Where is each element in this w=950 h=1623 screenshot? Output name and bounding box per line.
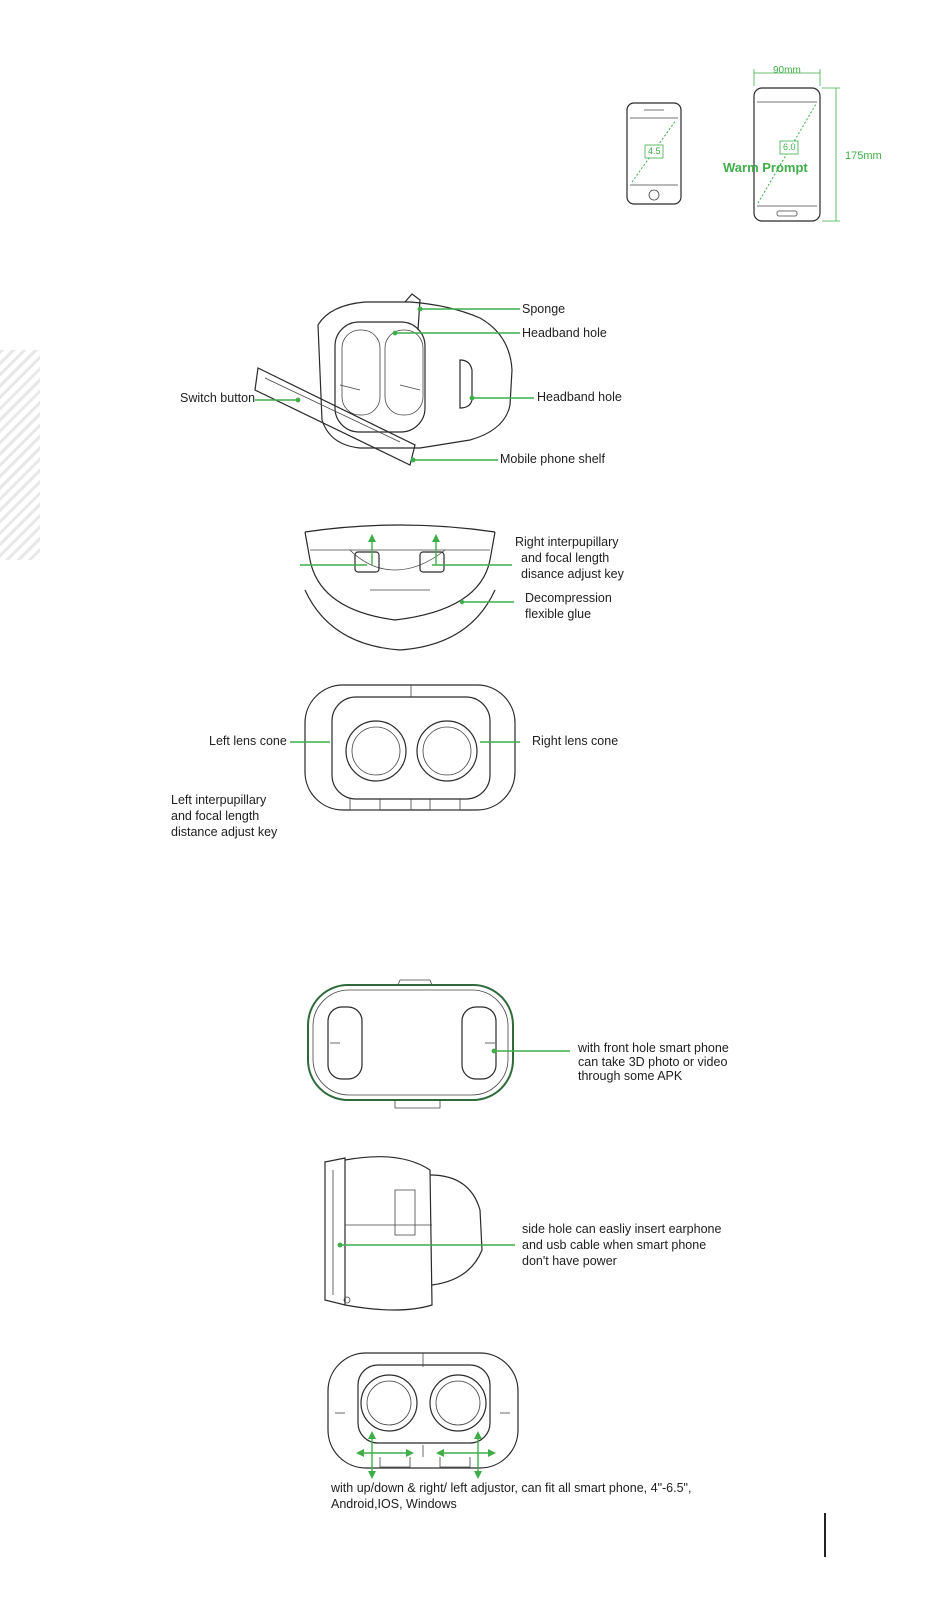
small-phone-size: 4.5 xyxy=(648,146,661,156)
label-decompression-1: Decompression xyxy=(525,591,612,605)
label-side-hole-2: and usb cable when smart phone xyxy=(522,1238,707,1252)
page-marker-rule xyxy=(824,1513,826,1557)
label-headband-hole-top: Headband hole xyxy=(522,326,607,340)
label-left-ipd-1: Left interpupillary xyxy=(171,793,267,807)
headset-front-view-illustration xyxy=(0,975,950,1115)
label-switch-button: Switch button xyxy=(180,391,256,405)
width-dimension: 90mm xyxy=(773,65,801,76)
label-adjustor-2: Android,IOS, Windows xyxy=(331,1497,457,1511)
label-left-ipd-3: distance adjust key xyxy=(171,825,278,839)
warm-prompt-heading: Warm Prompt xyxy=(723,160,808,175)
height-dimension: 175mm xyxy=(845,150,882,162)
headset-side-view-illustration xyxy=(0,1150,950,1320)
label-right-ipd-3: disance adjust key xyxy=(521,567,624,581)
label-right-ipd-2: and focal length xyxy=(521,551,610,565)
label-headband-hole-side: Headband hole xyxy=(537,390,622,404)
label-left-ipd-2: and focal length xyxy=(171,809,260,823)
label-right-ipd-1: Right interpupillary xyxy=(515,535,619,549)
headset-top-view-illustration xyxy=(0,510,950,660)
label-front-hole-1: with front hole smart phone xyxy=(578,1041,729,1055)
headset-adjustor-illustration xyxy=(0,1345,950,1495)
label-adjustor-1: with up/down & right/ left adjustor, can fit all smart phone, 4"-6.5", xyxy=(331,1481,692,1495)
label-right-lens-cone: Right lens cone xyxy=(532,734,619,748)
label-mobile-phone-shelf: Mobile phone shelf xyxy=(500,452,605,466)
large-phone-size: 6.0 xyxy=(783,142,796,152)
headset-back-view-illustration xyxy=(0,675,950,825)
label-side-hole-1: side hole can easliy insert earphone xyxy=(522,1222,722,1236)
large-phone-illustration xyxy=(0,0,950,230)
label-decompression-2: flexible glue xyxy=(525,607,592,621)
label-left-lens-cone: Left lens cone xyxy=(209,734,287,748)
headset-perspective-illustration xyxy=(0,290,950,490)
label-front-hole-3: through some APK xyxy=(578,1069,683,1083)
label-front-hole-2: can take 3D photo or video xyxy=(578,1055,728,1069)
label-side-hole-3: don't have power xyxy=(522,1254,617,1268)
label-sponge: Sponge xyxy=(522,302,566,316)
